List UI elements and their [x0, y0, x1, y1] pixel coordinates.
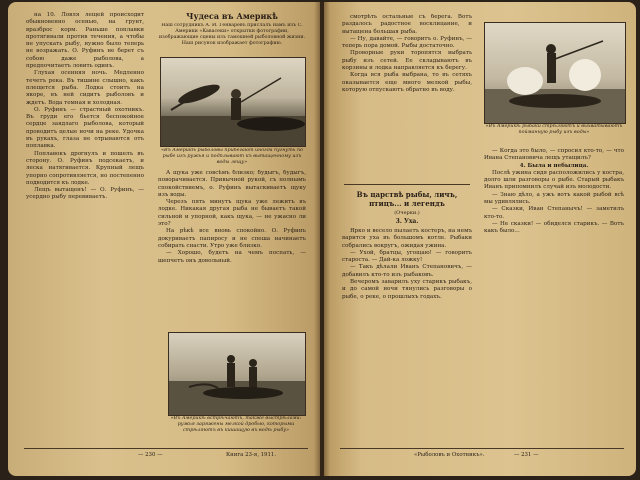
paragraph: на 10. Ловля лещей происходит обыкновенно осенью, на грунт, вразброс корм. Раньше поплавки протягивали против течения, а чтобы не упускать рыбу, нужно было теперь не возражать. О. Руфинъ не берет съ собою даже рыболова, а предпочитаетъ ловить одинъ. [26, 12, 144, 70]
fishing-photo-3 [484, 22, 626, 124]
paragraph: А щука уже совсѣмъ близко; будыгъ, будыгъ, поворачивается. Привычной рукой, съ полнымъ спокойствиемъ, о. Руфинъ вытаскиваетъ щуку изъ воды. [158, 170, 306, 198]
section-number: 3. Уха. [395, 218, 419, 225]
header-subtitle: Наш сотрудникъ А. И. Генваревъ прислалъ намъ изъ С. Америки «Кавасеки» открытки фотографии, изображающие сцены изъ тамошней рыболовной жизни. Наш рисунок изображает фотографию. [158, 23, 306, 46]
paragraph: — Такъ дѣлали Иванъ Степановичъ, — добавилъ кто-то изъ рыбаковъ. [342, 264, 472, 278]
footer-rule [24, 448, 308, 449]
paragraph: — Хорошо, будетъ на чемъ поспать, — шепчетъ онъ довольный. [158, 250, 306, 264]
paragraph: — Когда это было, — спросил кто-то, — что Ивана Степановича лещъ утащилъ? [484, 148, 624, 162]
right-page [324, 2, 636, 476]
paragraph: Послѣ ужина сидя расположились у костра, долго шли разговоры о рыбе. Старый рыбакъ Иванъ припомнилъ случай изъ молодости. [484, 169, 624, 191]
paragraph: Ярко и весело пылаетъ костеръ, на немъ варится уха въ большомъ котле. Рыбаки собрались вокругъ, ожидая ужина. [342, 228, 472, 249]
photo-3-caption: «Въ Америкѣ рыбаки стрѣляютъ и выхватываютъ пойманную рыбу изъ воды» [485, 124, 623, 135]
paragraph: — Ну, давайте, — говоритъ о. Руфинъ, — теперь пора домой. Рыбы достаточно. [342, 35, 472, 50]
paragraph: смотрѣть остальные съ берега. Вотъ раздалось радостное восклицание, и вытащена большая рыба. [342, 14, 472, 35]
page-number: — 230 — [138, 452, 163, 458]
paragraph: — Знаю дѣло, а ужъ вотъ какой рыбой всѣ мы удивлялись. [484, 191, 624, 206]
paragraph: — Ухой, братцы, угощаю! — говоритъ староста. — Дай-ка ложку! [342, 249, 472, 264]
section-subtitle: (Очерки.) [394, 210, 420, 216]
book-gutter [314, 2, 330, 476]
paragraph: Проворные руки торопятся выбрать рыбу изъ сетей. Ее складываютъ въ корзины и лодка направляется къ берегу. [342, 50, 472, 72]
right-column-1-top [342, 14, 472, 134]
left-column-2 [158, 170, 306, 328]
paragraph: Глухая осенняя ночь. Медленно течетъ река. Въ тишине слышно, какъ плещется рыба. Лодка стоитъ на якоре, въ ней сидитъ рыболовъ и ждетъ. Вода темная и холодная. [26, 70, 144, 106]
right-column-2 [484, 148, 624, 438]
footer-rule [340, 448, 624, 449]
section-title: Въ царствѣ рыбы, личъ, птицъ... и легендъ [356, 190, 458, 208]
photo-1-caption: «Въ Америкѣ рыболовы прибегают иногда пугнуть по рыбе изъ ружья и подплывают къ вытащенному изъ воды лещу» [161, 148, 303, 165]
paragraph: Когда вся рыба выбрана, то въ сетяхъ оказывается еще много мелкой рыбы, которую отпускаютъ обратно въ воду. [342, 72, 472, 93]
paragraph: — Сказки, Иван Степанычъ! — заметилъ кто-то. [484, 206, 624, 220]
left-column-1 [26, 12, 144, 452]
photo-2-caption: «Въ Америкѣ встрѣчаютъ, также выстрѣлами: ружья заряжены мелкой дробью, которыми стрѣляютъ въ кишащую въ водѣ рыбу» [170, 416, 302, 433]
right-column-1-bottom [342, 228, 472, 424]
paragraph: Черезъ пять минутъ щука уже лежитъ въ лодке. Никакая другая рыба не бываетъ такой сильной и упорной, какъ щука, — не ужасно ли это? [158, 199, 306, 228]
paragraph: — Не сказки! — обиделся старикъ. — Вотъ какъ было... [484, 220, 624, 235]
paragraph: Поплавокъ дрогнулъ и пошелъ въ сторону. О. Руфинъ подсекаетъ, и леска натягивается. Крупный лещъ упорно сопротивляется, но постепенно подводится къ лодке. [26, 150, 144, 186]
book-spread [8, 2, 636, 476]
paragraph: Лещъ вытащенъ! — О. Руфинъ, — усердно рыбу перевиваетъ. [26, 187, 144, 201]
magazine-title: «Рыболовъ и Охотникъ». [414, 452, 485, 458]
issue-label: Книга 23-я, 1911. [226, 452, 277, 458]
paragraph: На рѣкѣ все вновь спокойно. О. Руфинъ докуриваетъ папиросу и не спеша начинаетъ собирать снасти. Утро уже близко. [158, 228, 306, 249]
left-page [8, 2, 320, 476]
page-number: — 231 — [514, 452, 539, 458]
section-rule-top [344, 184, 470, 185]
paragraph: Вечеромъ заварилъ уху старикъ рыбакъ, и до самой ночи тянулись разговоры о рыбе, о реке, о прошлыхъ годахъ. [342, 279, 472, 300]
fishing-photo-2 [168, 332, 306, 416]
paragraph: О. Руфинъ — страстный охотникъ. Въ груди его бьется беспокойное сердце заядлаго рыболова, который проводитъ целые ночи на реке. Удочка въ рукахъ, глаза не отрываются отъ поплавка. [26, 106, 144, 150]
fishing-photo-1 [160, 57, 306, 147]
article-header: Чудеса въ Америкѣ [186, 11, 278, 21]
subsection-heading: 4. Была и небылица. [519, 162, 589, 169]
